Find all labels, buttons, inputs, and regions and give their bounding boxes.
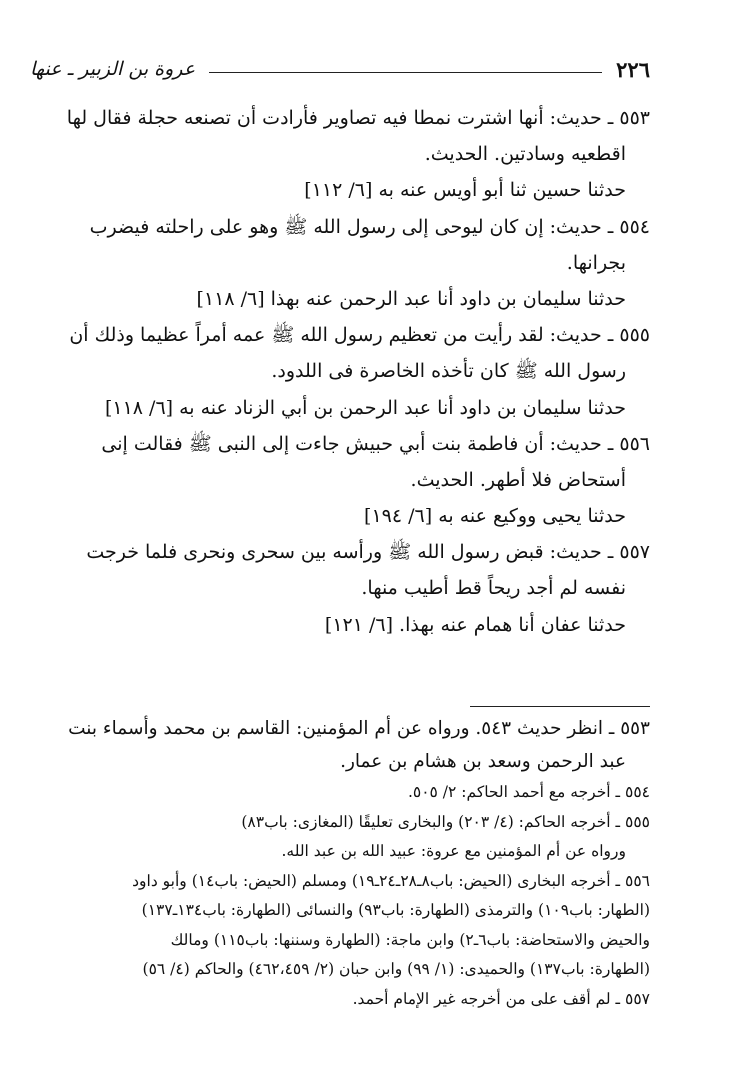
footnote-line: ٥٥٣ ـ انظر حديث ٥٤٣. ورواه عن أم المؤمنين: القاسم بن محمد وأسماء بنت [68, 718, 650, 739]
hadith-555 [60, 317, 650, 426]
hadith-554 [60, 209, 650, 318]
hadith-text-line: نفسه لم أجد ريحاً قط أطيب منها. [361, 577, 626, 600]
page-header [30, 52, 650, 86]
hadith-557 [60, 534, 650, 643]
footnote-line: (الطهارة: باب١٣٧) والحميدى: (١/ ٩٩) وابن حبان (٢/ ٤٦٢،٤٥٩) والحاكم (٤/ ٥٦) [142, 960, 650, 978]
footnote-separator [470, 706, 650, 707]
page-number: ٢٢٦ [616, 56, 650, 82]
footnotes [60, 712, 650, 1014]
footnote-line: ٥٥٤ ـ أخرجه مع أحمد الحاكم: ٢/ ٥٠٥. [407, 783, 650, 801]
footnote-line: ٥٥٥ ـ أخرجه الحاكم: (٤/ ٢٠٣) والبخارى تعليقًا (المغازى: باب٨٣) [241, 812, 650, 831]
hadith-isnad: حدثنا سليمان بن داود أنا عبد الرحمن عنه بهذا [٦/ ١١٨] [196, 287, 626, 310]
hadith-553 [60, 100, 650, 209]
footnote-line: عبد الرحمن وسعد بن هشام بن عمار. [340, 751, 626, 772]
hadith-isnad: حدثنا يحيى ووكيع عنه به [٦/ ١٩٤] [364, 505, 626, 528]
hadith-text-line: ٥٥٣ ـ حديث: أنها اشترت نمطا فيه تصاوير فأرادت أن تصنعه حجلة فقال لها [66, 107, 650, 129]
hadith-text-line: ٥٥٧ ـ حديث: قبض رسول الله ﷺ ورأسه بين سحرى ونحرى فلما خرجت [86, 541, 650, 564]
hadith-isnad: حدثنا سليمان بن داود أنا عبد الرحمن بن أبي الزناد عنه به [٦/ ١١٨] [104, 396, 626, 419]
hadith-text-line: أستحاض فلا أطهر. الحديث. [410, 468, 626, 491]
hadith-isnad: حدثنا حسين ثنا أبو أويس عنه به [٦/ ١١٢] [304, 179, 626, 202]
footnote-line: (الطهار: باب١٠٩) والترمذى (الطهارة: باب٩٣) والنسائى (الطهارة: باب١٣٤ـ١٣٧) [141, 901, 650, 919]
hadith-text-line: اقطعيه وسادتين. الحديث. [424, 143, 626, 166]
hadith-556 [60, 426, 650, 535]
running-title: عروة بن الزبير ـ عنها [30, 58, 196, 80]
hadith-text-line: بجرانها. [566, 251, 626, 274]
footnote-line: ٥٥٦ ـ أخرجه البخارى (الحيض: باب٨ـ٢٨ـ٢٤ـ١٩) ومسلم (الحيض: باب١٤) وأبو داود [132, 871, 650, 890]
hadith-text-line: رسول الله ﷺ كان تأخذه الخاصرة فى اللدود. [271, 360, 626, 383]
hadith-text-line: ٥٥٥ ـ حديث: لقد رأيت من تعظيم رسول الله ﷺ عمه أمراً عظيما وذلك أن [69, 324, 650, 347]
footnote-line: ورواه عن أم المؤمنين مع عروة: عبيد الله بن عبد الله. [281, 842, 626, 860]
hadith-text-line: ٥٥٦ ـ حديث: أن فاطمة بنت أبي حبيش جاءت إلى النبى ﷺ فقالت إنى [101, 432, 650, 455]
hadith-text-line: ٥٥٤ ـ حديث: إن كان ليوحى إلى رسول الله ﷺ وهو على راحلته فيضرب [89, 215, 650, 238]
footnote-line: ٥٥٧ ـ لم أقف على من أخرجه غير الإمام أحمد. [352, 989, 650, 1008]
hadith-isnad: حدثنا عفان أنا همام عنه بهذا. [٦/ ١٢١] [324, 613, 626, 636]
header-rule [209, 72, 602, 73]
hadith-body [60, 100, 650, 643]
footnote-line: والحيض والاستحاضة: باب٦ـ٢) وابن ماجة: (الطهارة وسننها: باب١١٥) ومالك [170, 930, 650, 949]
